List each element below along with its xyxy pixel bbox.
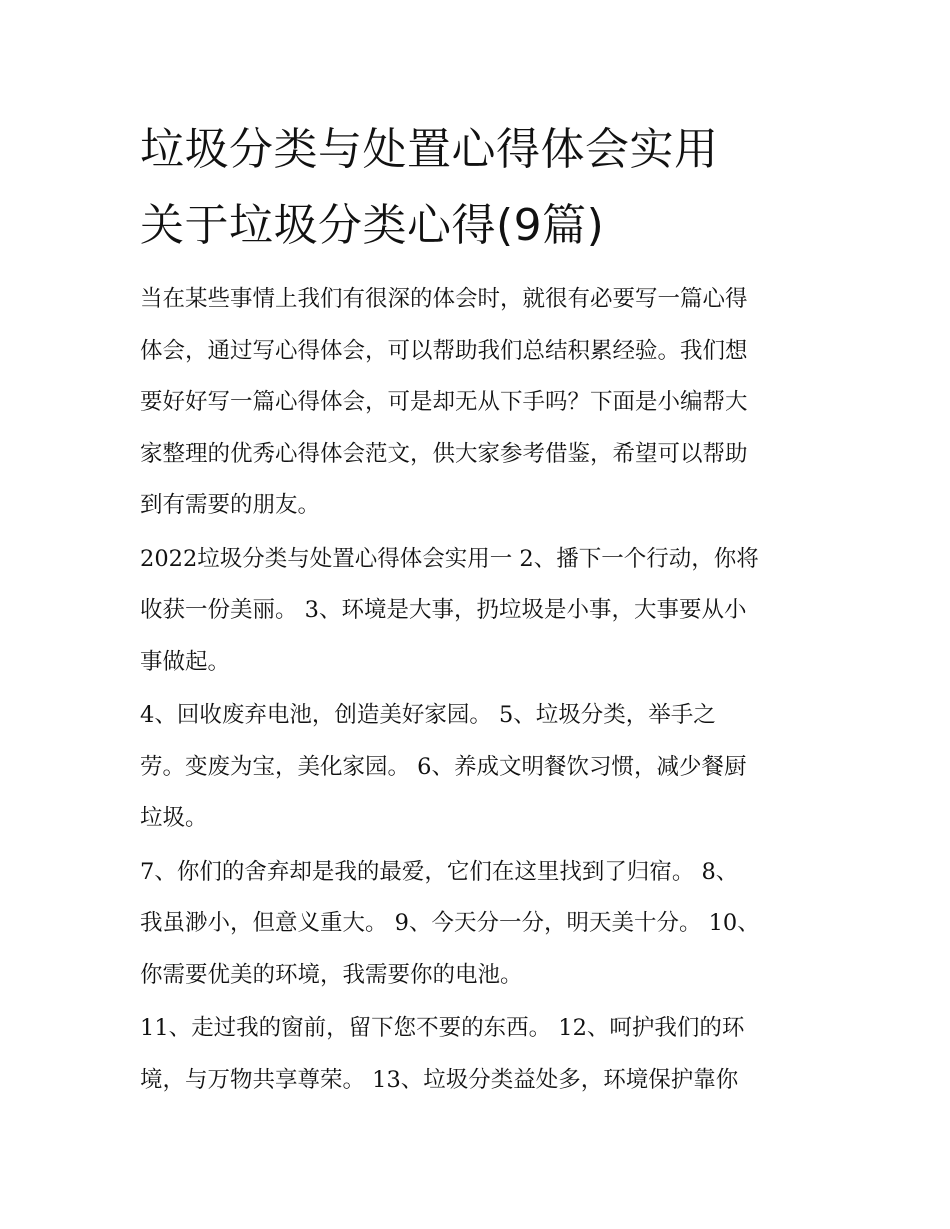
- paragraph-line: 境，与万物共享尊荣。 13、垃圾分类益处多，环境保护靠你: [140, 1066, 739, 1093]
- slogan-paragraph: [140, 1003, 820, 1106]
- slogan-paragraph: [140, 534, 820, 689]
- paragraph-line: 体会，通过写心得体会，可以帮助我们总结积累经验。我们想: [140, 337, 748, 364]
- paragraph-line: 垃圾。: [140, 805, 208, 831]
- paragraph-line: 事做起。: [140, 648, 231, 675]
- paragraph-line: 当在某些事情上我们有很深的体会时，就很有必要写一篇心得: [140, 286, 748, 312]
- paragraph-line: 要好好写一篇心得体会，可是却无从下手吗？下面是小编帮大: [140, 389, 748, 415]
- paragraph-line: 7、你们的舍弃却是我的最爱，它们在这里找到了归宿。 8、: [140, 858, 739, 885]
- paragraph-line: 我虽渺小，但意义重大。 9、今天分一分，明天美十分。 10、: [140, 910, 760, 936]
- paragraph-line: 到有需要的朋友。: [140, 492, 321, 518]
- paragraph-line: 4、回收废弃电池，创造美好家园。 5、垃圾分类，举手之: [140, 702, 716, 728]
- slogan-paragraph: [140, 690, 820, 845]
- paragraph-line: 你需要优美的环境，我需要你的电池。: [140, 961, 523, 988]
- title-line: 垃圾分类与处置心得体会实用: [140, 124, 719, 175]
- paragraph-line: 家整理的优秀心得体会范文，供大家参考借鉴，希望可以帮助: [140, 440, 748, 467]
- slogan-paragraph: [140, 847, 820, 1002]
- intro-paragraph: [140, 274, 820, 532]
- title-line: 关于垃圾分类心得(9篇): [140, 200, 605, 251]
- paragraph-line: 收获一份美丽。 3、环境是大事，扔垃圾是小事，大事要从小: [140, 597, 747, 623]
- paragraph-line: 2022垃圾分类与处置心得体会实用一 2、播下一个行动，你将: [140, 545, 759, 572]
- document-body: [140, 112, 820, 1108]
- document-title: [140, 112, 820, 264]
- paragraph-line: 11、走过我的窗前，留下您不要的东西。 12、呵护我们的环: [140, 1015, 745, 1041]
- paragraph-line: 劳。变废为宝，美化家园。 6、养成文明餐饮习惯，减少餐厨: [140, 753, 747, 780]
